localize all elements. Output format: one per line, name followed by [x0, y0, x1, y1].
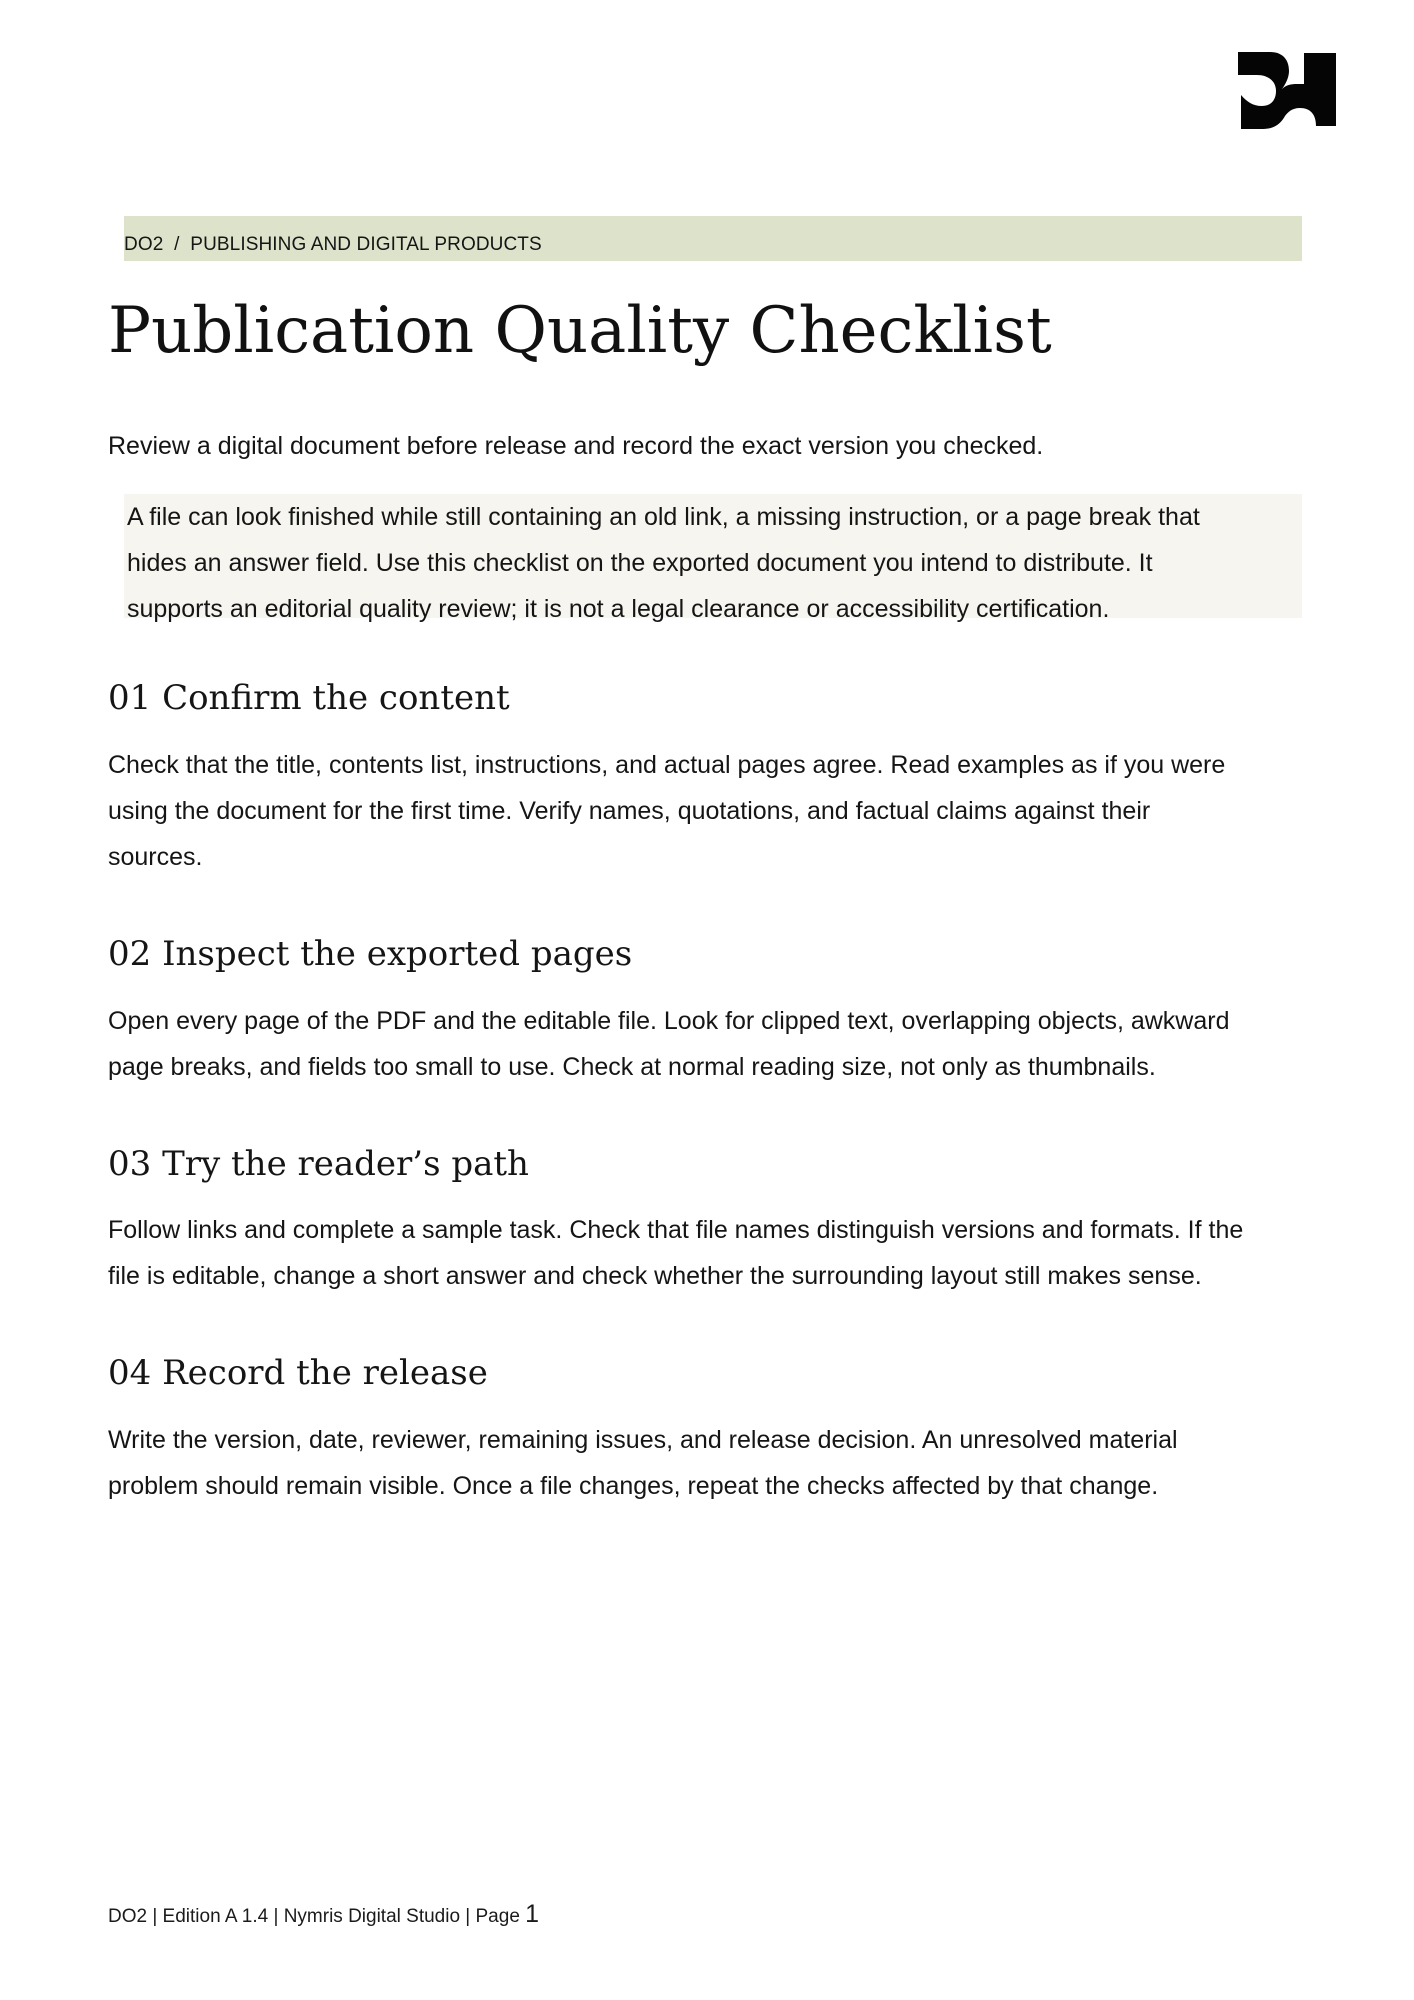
section-body-line: Write the version, date, reviewer, remaining issues, and release decision. An unresolved material: [108, 1426, 1178, 1454]
page-footer: [108, 1900, 539, 1931]
intro-note-line: supports an editorial quality review; it is not a legal clearance or accessibility certification.: [127, 595, 1110, 623]
section-body-line: page breaks, and fields too small to use. Check at normal reading size, not only as thumbnails.: [108, 1053, 1156, 1081]
lead-paragraph: Review a digital document before release and record the exact version you checked.: [108, 432, 1044, 460]
page-title: Publication Quality Checklist: [108, 294, 1052, 368]
category-separator: /: [174, 234, 180, 255]
section-body-line: problem should remain visible. Once a file changes, repeat the checks affected by that change.: [108, 1472, 1159, 1500]
intro-note-line: A file can look finished while still containing an old link, a missing instruction, or a page break that: [127, 503, 1200, 531]
section-heading-confirm-content: 01 Confirm the content: [108, 678, 510, 718]
section-body-record-release: [108, 1417, 1318, 1509]
intro-note-line: hides an answer field. Use this checklist on the exported document you intend to distribute. It: [127, 549, 1153, 577]
footer-text: DO2 | Edition A 1.4 | Nymris Digital Studio | Page: [108, 1906, 526, 1927]
section-body-inspect-pages: [108, 998, 1318, 1090]
section-heading-reader-path: 03 Try the reader’s path: [108, 1144, 529, 1184]
section-body-line: using the document for the first time. Verify names, quotations, and factual claims against their: [108, 797, 1151, 825]
section-body-line: Check that the title, contents list, instructions, and actual pages agree. Read examples as if you were: [108, 751, 1226, 779]
section-body-confirm-content: [108, 742, 1318, 880]
section-body-line: file is editable, change a short answer and check whether the surrounding layout still makes sense.: [108, 1262, 1202, 1290]
nymris-logo-icon: [1238, 50, 1336, 130]
section-body-line: Follow links and complete a sample task. Check that file names distinguish versions and formats. If the: [108, 1216, 1244, 1244]
section-heading-record-release: 04 Record the release: [108, 1353, 488, 1393]
category-code: DO2: [124, 234, 164, 255]
section-heading-inspect-pages: 02 Inspect the exported pages: [108, 934, 633, 974]
section-body-line: sources.: [108, 843, 203, 871]
category-band: [124, 216, 1302, 261]
section-body-line: Open every page of the PDF and the editable file. Look for clipped text, overlapping objects, awkward: [108, 1007, 1230, 1035]
page-number: 1: [525, 1900, 540, 1928]
category-label: PUBLISHING AND DIGITAL PRODUCTS: [190, 234, 542, 255]
intro-note: [124, 494, 1302, 623]
section-body-reader-path: [108, 1207, 1318, 1299]
